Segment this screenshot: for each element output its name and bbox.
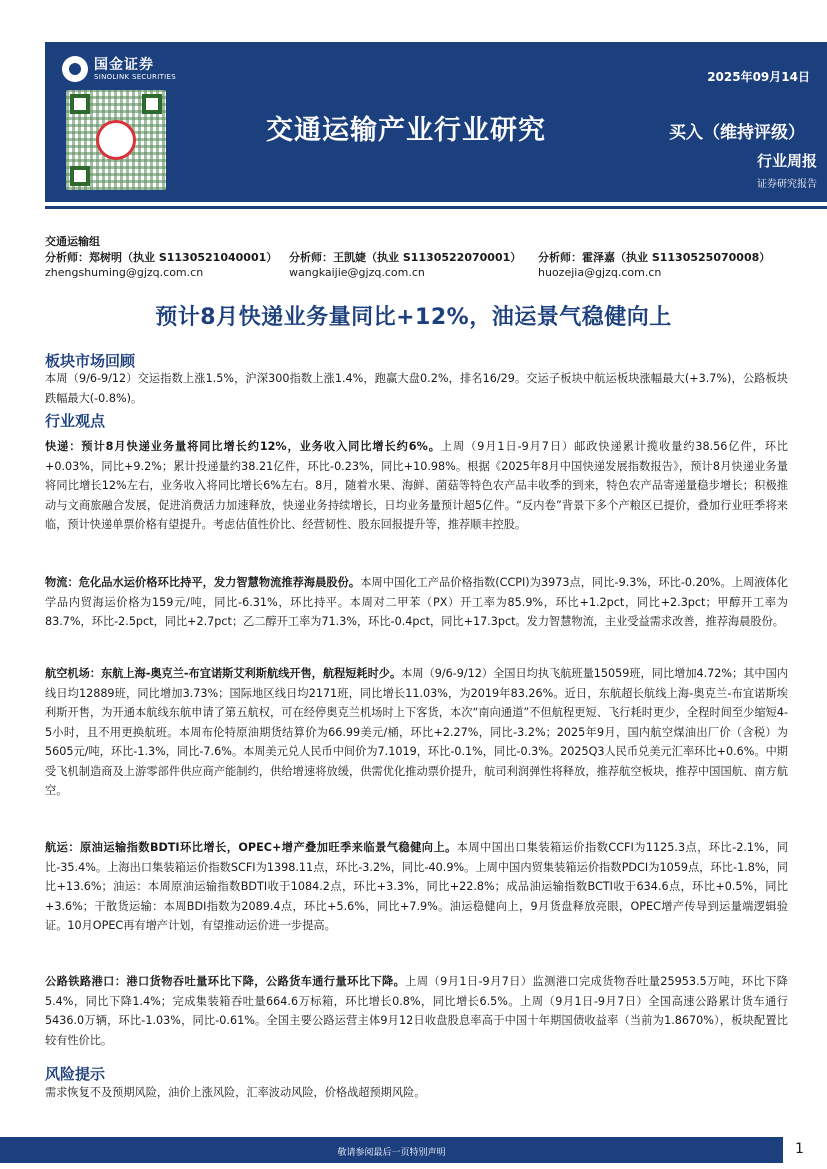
aviation-paragraph (45, 664, 788, 801)
page-number: 1 (795, 1141, 804, 1157)
company-logo (62, 56, 176, 82)
analyst-1-email[interactable]: zhengshuming@gjzq.com.cn (45, 266, 204, 279)
road-body: 上周（9月1日-9月7日）监测港口完成货物吞吐量25953.5万吨，环比下降5.4%，同比下降1.4%；完成集装箱吞吐量664.6万标箱，环比增长0.8%，同比增长6.5%。上周（9月1日-9月7日）全国高速公路累计货车通行5436.0万辆，环比-1.03%，同比-0.61%。全国主要公路运营主体9月12日收盘股息率高于中国十年期国债收益率（当前为1.8670%），板块配置比较有性价比。 (45, 975, 788, 1047)
report-subtype: 证券研究报告 (757, 179, 817, 190)
shipping-body: 本周中国出口集装箱运价指数CCFI为1125.3点，环比-2.1%，同比-35.4%。上海出口集装箱运价指数SCFI为1398.11点，环比-3.2%，同比-40.9%。上周中国内贸集装箱运价指数PDCI为1059点，环比-1.8%，同比+13.6%；油运：本周原油运输指数BDTI收于1084.2点，环比+3.3%，同比+22.8%；成品油运输指数BCTI收于634.6点，环比+0.5%，同比+3.6%；干散货运输：本周BDI指数为2089.4点，环比+5.6%，同比+7.9%。油运稳健向上，9月货盘释放亮眼，OPEC增产传导到运量端逻辑验证。10月OPEC再有增产计划，有望推动运价进一步提高。 (45, 841, 788, 932)
section-title-market: 板块市场回顾 (45, 352, 136, 370)
header-divider (45, 206, 827, 209)
shipping-lead: 航运：原油运输指数BDTI环比增长，OPEC+增产叠加旺季来临景气稳健向上。 (45, 841, 457, 854)
analyst-3-email[interactable]: huozejia@gjzq.com.cn (538, 266, 662, 279)
analyst-2: 分析师：王凯婕（执业 S1130522070001） (289, 251, 522, 264)
qr-corner (70, 94, 90, 114)
qr-seal-icon (96, 120, 136, 160)
qr-corner (70, 166, 90, 186)
road-lead: 公路铁路港口：港口货物吞吐量环比下降，公路货车通行量环比下降。 (45, 975, 406, 988)
report-title: 交通运输产业行业研究 (266, 115, 546, 146)
market-review-text: 本周（9/6-9/12）交运指数上涨1.5%，沪深300指数上涨1.4%，跑赢大盘0.2%，排名16/29。交运子板块中航运板块涨幅最大(+3.7%)，公路板块跌幅最大(-0.8%)。 (45, 372, 788, 405)
section-title-risk: 风险提示 (45, 1065, 106, 1083)
road-paragraph (45, 972, 788, 1050)
analyst-2-email[interactable]: wangkaijie@gjzq.com.cn (289, 266, 425, 279)
analyst-group: 交通运输组 (45, 235, 100, 248)
section-title-view: 行业观点 (45, 412, 106, 430)
report-type: 行业周报 (756, 152, 817, 170)
analyst-1: 分析师：郑树明（执业 S1130521040001） (45, 251, 278, 264)
headline: 预计8月快递业务量同比+12%，油运景气稳健向上 (155, 305, 672, 330)
logistics-body: 本周中国化工产品价格指数(CCPI)为3973点，同比-9.3%，环比-0.20%。上周液体化学品内贸海运价格为159元/吨，同比-6.31%，环比持平。本周对二甲苯（PX）开工率为85.9%，环比+1.2pct，同比+2.3pct；甲醇开工率为83.7%，环比-2.5pct，同比+2.7pct；乙二醇开工率为71.3%，环比-0.4pct，同比+17.3pct。发力智慧物流，主业受益需求改善，推荐海晨股份。 (45, 576, 788, 628)
rating: 买入（维持评级） (669, 123, 805, 143)
aviation-lead: 航空机场：东航上海-奥克兰-布宜诺斯艾利斯航线开售，航程短耗时少。 (45, 667, 402, 680)
logistics-paragraph (45, 573, 788, 632)
express-paragraph (45, 437, 788, 535)
report-date: 2025年09月14日 (707, 70, 810, 84)
shipping-paragraph (45, 838, 788, 936)
footer-disclaimer[interactable]: 敬请参阅最后一页特别声明 (337, 1148, 446, 1158)
logo-mark-icon (62, 56, 88, 82)
logistics-lead: 物流：危化品水运价格环比持平，发力智慧物流推荐海晨股份。 (45, 576, 361, 589)
qr-code-icon (66, 90, 166, 190)
logo-cn: 国金证券 (94, 56, 154, 73)
logo-en: SINOLINK SECURITIES (94, 72, 176, 81)
risk-text: 需求恢复不及预期风险，油价上涨风险，汇率波动风险，价格战超预期风险。 (45, 1086, 426, 1099)
aviation-body: 本周（9/6-9/12）全国日均执飞航班量15059班，同比增加4.72%；其中国内线日均12889班，同比增加3.73%；国际地区线日均2171班，同比增长11.03%，为2019年83.26%。近日，东航超长航线上海-奥克兰-布宜诺斯埃利斯开售，为开通本航线东航申请了第五航权，可在经停奥克兰机场时上下客货，本次“南向通道”不但航程更短、飞行耗时更少，全程时间至少缩短4-5小时，且不用更换航班。本周布伦特原油期货结算价为66.99美元/桶，环比+2.27%，同比-3.2%；2025年9月，国内航空煤油出厂价（含税）为5605元/吨，环比-1.3%，同比-7.6%。本周美元兑人民币中间价为7.1019，环比-0.1%，同比-0.3%。2025Q3人民币兑美元汇率环比+0.6%。中期受飞机制造商及上游零部件供应商产能制约，供给增速将放缓，供需优化推动票价提升，航司利润弹性将释放，推荐航空板块，推荐中国国航、南方航空。 (45, 667, 788, 797)
express-body: 上周（9月1日-9月7日）邮政快递累计揽收量约38.56亿件，环比+0.03%，同比+9.2%；累计投递量约38.21亿件，环比-0.23%，同比+10.98%。根据《2025年8月中国快递发展指数报告》，预计8月快递业务量将同比增长12%左右，业务收入将同比增长6%左右。8月，随着水果、海鲜、菌菇等特色农产品丰收季的到来，特色农产品寄递量稳步增长；积极推动与文商旅融合发展，促进消费活力加速释放，快递业务持续增长，日均业务量预计超5亿件。“反内卷”背景下多个产粮区已提价，叠加行业旺季将来临，预计快递单票价格有望提升。考虑估值性价比、经营韧性、股东回报提升等，推荐顺丰控股。 (45, 440, 788, 531)
analyst-3: 分析师：霍泽嘉（执业 S1130525070008） (538, 251, 771, 264)
qr-corner (142, 94, 162, 114)
express-lead: 快递：预计8月快递业务量将同比增长约12%，业务收入同比增长约6%。 (45, 440, 441, 453)
footer-bar (0, 1137, 783, 1163)
